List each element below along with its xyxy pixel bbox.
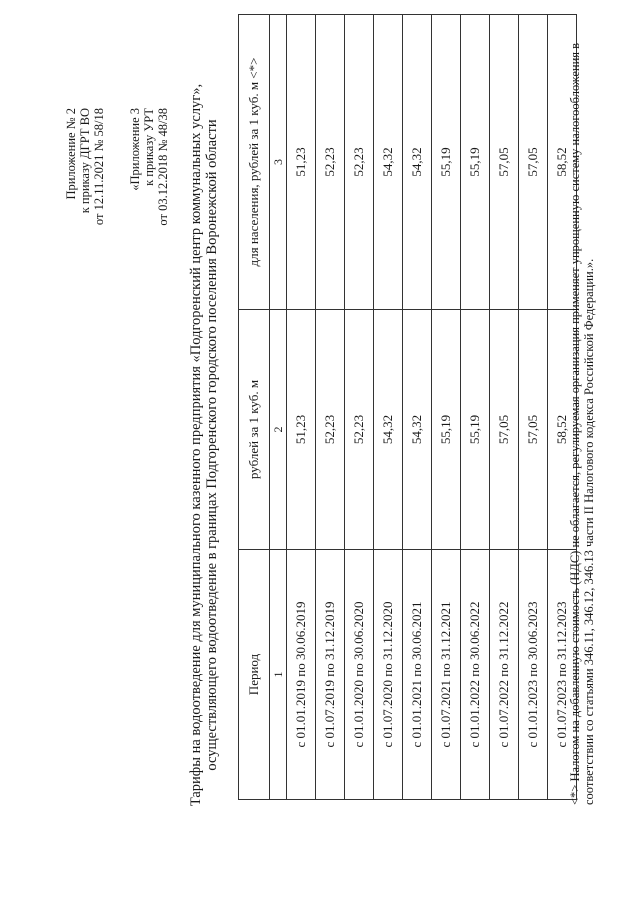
appendix-header-current (64, 108, 106, 225)
period-cell: с 01.01.2020 по 30.06.2020 (345, 550, 374, 800)
column-header-tariff: рублей за 1 куб. м (239, 310, 270, 550)
population-tariff-cell: 54,32 (374, 15, 403, 310)
tariff-cell: 57,05 (519, 310, 548, 550)
period-cell: с 01.07.2021 по 31.12.2021 (432, 550, 461, 800)
table-row (374, 15, 403, 800)
population-tariff-cell: 55,19 (461, 15, 490, 310)
column-number: 3 (270, 15, 287, 310)
population-tariff-cell: 58,52 (548, 15, 577, 310)
header-line: Приложение № 2 (64, 108, 78, 200)
population-tariff-cell: 52,23 (316, 15, 345, 310)
period-cell: с 01.07.2019 по 31.12.2019 (316, 550, 345, 800)
appendix-header-original (128, 108, 170, 226)
population-tariff-cell: 52,23 (345, 15, 374, 310)
tariff-cell: 52,23 (316, 310, 345, 550)
table-row (403, 15, 432, 800)
tariff-cell: 58,52 (548, 310, 577, 550)
table-row (345, 15, 374, 800)
column-header-period: Период (239, 550, 270, 800)
column-number: 1 (270, 550, 287, 800)
period-cell: с 01.07.2022 по 31.12.2022 (490, 550, 519, 800)
table-row (316, 15, 345, 800)
population-tariff-cell: 54,32 (403, 15, 432, 310)
table-row (287, 15, 316, 800)
period-cell: с 01.07.2023 по 31.12.2023 (548, 550, 577, 800)
period-cell: с 01.01.2021 по 30.06.2021 (403, 550, 432, 800)
period-cell: с 01.07.2020 по 31.12.2020 (374, 550, 403, 800)
table-row (490, 15, 519, 800)
column-number-row (270, 15, 287, 800)
tariff-cell: 55,19 (432, 310, 461, 550)
document-title: Тарифы на водоотведение для муниципального казенного предприятия «Подгоренский центр коммунальных услуг», осуществляющего водоотведение в границах Подгоренского городского поселения Воронежской области (188, 83, 220, 807)
period-cell: с 01.01.2022 по 30.06.2022 (461, 550, 490, 800)
table-row (432, 15, 461, 800)
tariff-cell: 54,32 (403, 310, 432, 550)
population-tariff-cell: 51,23 (287, 15, 316, 310)
period-cell: с 01.01.2023 по 30.06.2023 (519, 550, 548, 800)
vat-footnote: <*> Налогом на добавленную стоимость (НДС) не облагается, регулируемая организация применяет упрощенную систему налогообложения в соответствии со статьями 346.11, 346.12, 346.13 части II Налогового кодекса Российской Федерации.». (568, 42, 596, 805)
header-line: от 03.12.2018 № 48/38 (156, 108, 170, 226)
tariff-cell: 55,19 (461, 310, 490, 550)
tariff-cell: 51,23 (287, 310, 316, 550)
table-header-row (239, 15, 270, 800)
tariff-table (238, 14, 577, 800)
header-line: от 12.11.2021 № 58/18 (92, 108, 106, 226)
tariff-cell: 54,32 (374, 310, 403, 550)
tariff-cell: 52,23 (345, 310, 374, 550)
header-line: к приказу ДГРТ ВО (78, 108, 92, 214)
header-line: «Приложение 3 (128, 108, 142, 191)
period-cell: с 01.01.2019 по 30.06.2019 (287, 550, 316, 800)
population-tariff-cell: 55,19 (432, 15, 461, 310)
table-row (519, 15, 548, 800)
table-row (461, 15, 490, 800)
column-header-population: для населения, рублей за 1 куб. м <*> (239, 15, 270, 310)
header-line: к приказу УРТ (142, 108, 156, 186)
population-tariff-cell: 57,05 (519, 15, 548, 310)
tariff-cell: 57,05 (490, 310, 519, 550)
column-number: 2 (270, 310, 287, 550)
population-tariff-cell: 57,05 (490, 15, 519, 310)
